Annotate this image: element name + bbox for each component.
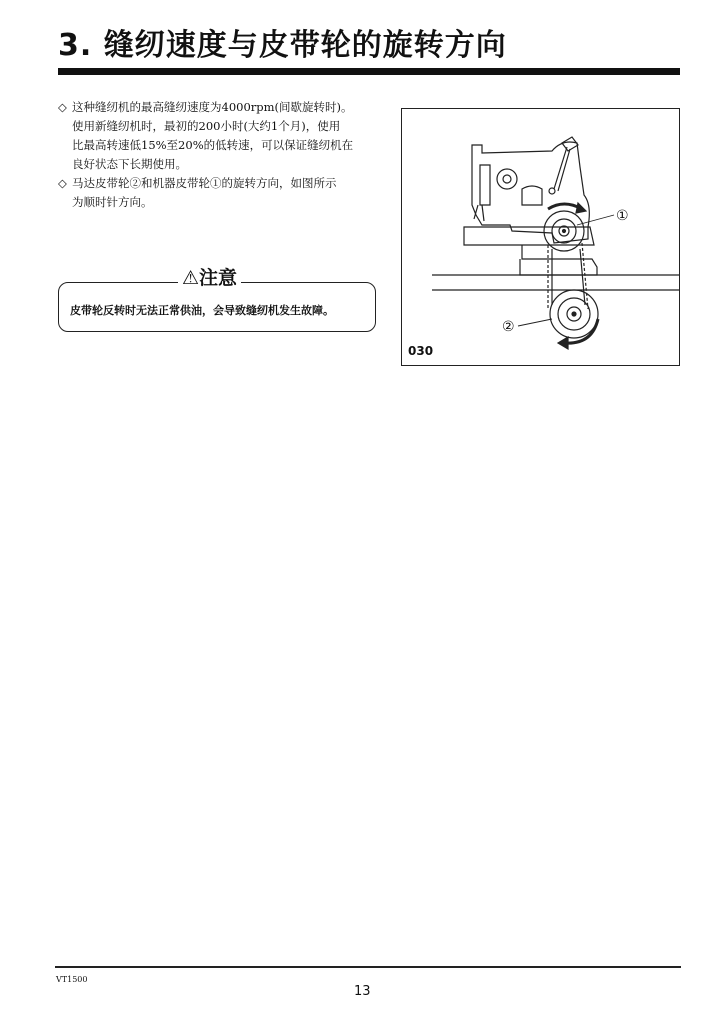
diamond-bullet-icon: ◇ bbox=[58, 100, 67, 114]
pulley-figure bbox=[401, 108, 680, 366]
caution-heading: ⚠注意 bbox=[178, 265, 241, 291]
paragraph-line: 马达皮带轮②和机器皮带轮①的旋转方向，如图所示 bbox=[72, 176, 337, 190]
callout-leader-2 bbox=[518, 319, 552, 326]
paragraph-line: 为顺时针方向。 bbox=[72, 195, 153, 209]
diamond-bullet-icon: ◇ bbox=[58, 176, 67, 190]
pulley-diagram-illustration bbox=[402, 109, 679, 365]
paragraph-speed bbox=[58, 98, 388, 174]
paragraph-direction bbox=[58, 174, 388, 212]
rotation-arrow-bottom bbox=[564, 319, 598, 343]
paragraph-line: 比最高转速低15%至20%的低转速，可以保证缝纫机在 bbox=[72, 138, 354, 152]
arm-cover bbox=[522, 186, 542, 205]
needle-bar bbox=[480, 165, 490, 205]
thread-guide bbox=[562, 137, 578, 151]
paragraph-line: 良好状态下长期使用。 bbox=[72, 157, 187, 171]
title-rule bbox=[58, 68, 680, 75]
paragraph-line: 这种缝纫机的最高缝纫速度为4000rpm(间歇旋转时)。 bbox=[72, 100, 353, 114]
page-title: 3. 缝纫速度与皮带轮的旋转方向 bbox=[58, 28, 507, 63]
page-number: 13 bbox=[354, 984, 371, 999]
paragraph-line: 使用新缝纫机时，最初的200小时(大约1个月)，使用 bbox=[72, 119, 341, 133]
footer-rule bbox=[55, 966, 681, 968]
head-dial bbox=[497, 169, 517, 189]
callout-leader-1 bbox=[577, 215, 614, 225]
callout-machine-pulley: ① bbox=[616, 208, 629, 224]
footer-model: VT1500 bbox=[56, 975, 88, 984]
caution-text: 皮带轮反转时无法正常供油，会导致缝纫机发生故障。 bbox=[70, 304, 334, 317]
machine-base bbox=[520, 245, 597, 275]
figure-label: 030 bbox=[408, 344, 434, 358]
callout-motor-pulley: ② bbox=[502, 319, 515, 335]
body-text bbox=[58, 98, 388, 212]
